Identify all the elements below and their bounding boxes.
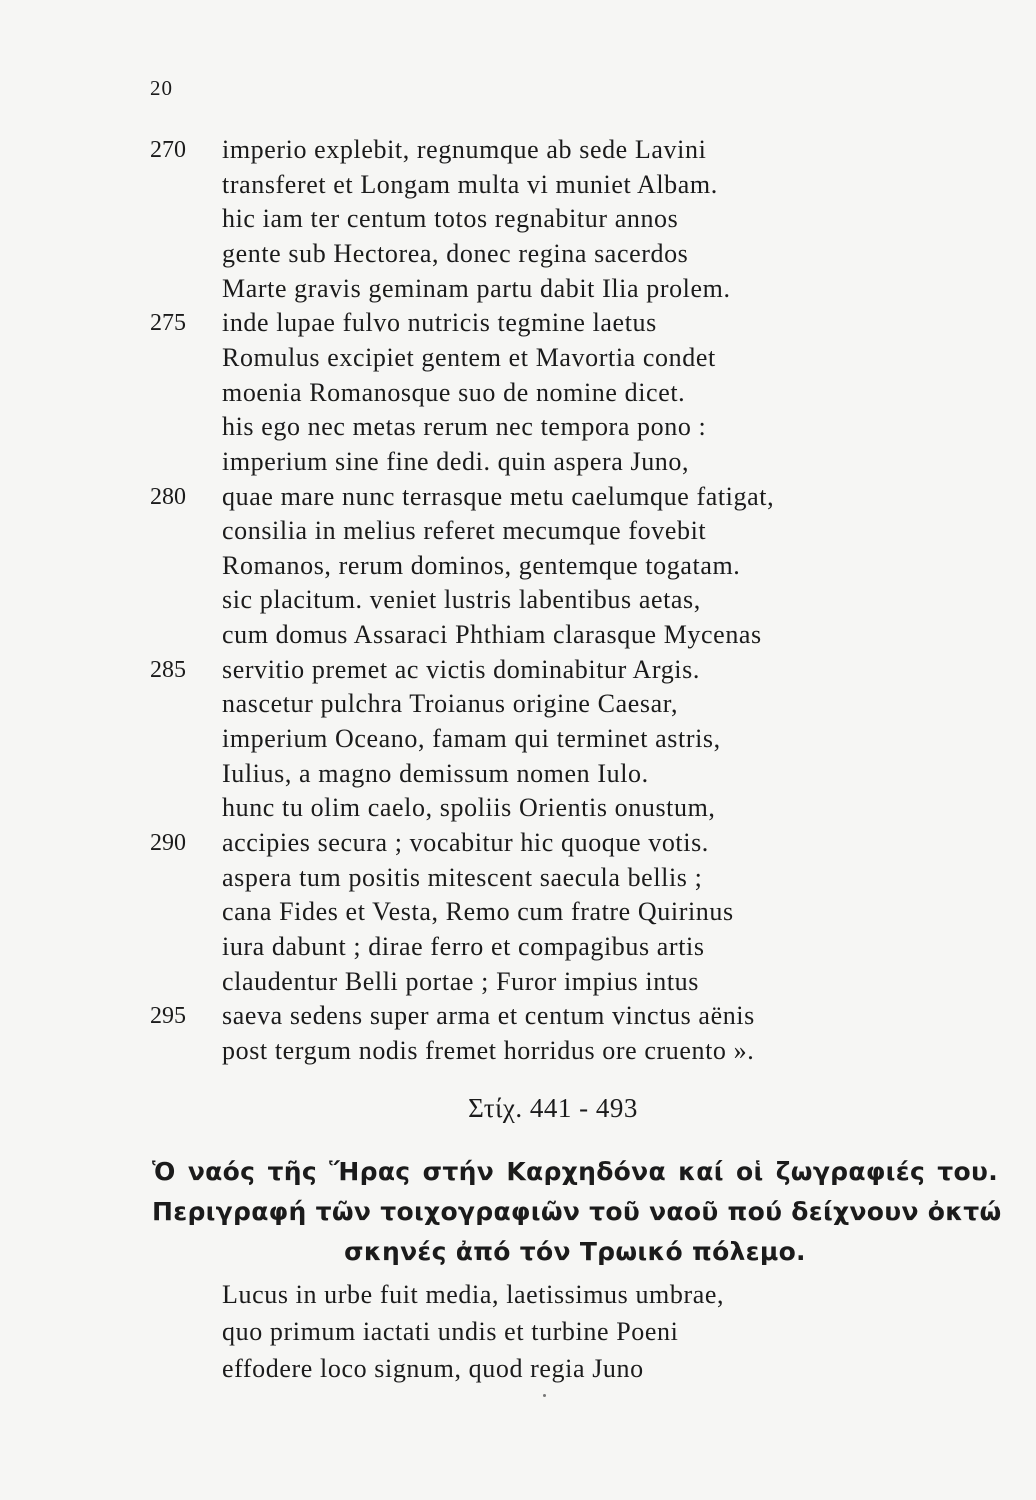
verse-line-text: Marte gravis geminam partu dabit Ilia prolem.: [222, 273, 731, 303]
section-reference: Στίχ. 441 - 493: [468, 1093, 638, 1123]
verse-line: [150, 376, 990, 410]
verse-line-text: servitio premet ac victis dominabitur Argis.: [222, 654, 700, 684]
verse-line: [150, 895, 990, 929]
verse-line-text: cum domus Assaraci Phthiam clarasque Mycenas: [222, 620, 762, 650]
verse-line-text: imperio explebit, regnumque ab sede Lavini: [222, 135, 707, 164]
verse-line: [150, 999, 990, 1033]
verse-line-text: hunc tu olim caelo, spoliis Orientis onustum,: [222, 793, 716, 823]
verse-line-text: aspera tum positis mitescent saecula bellis ;: [222, 862, 703, 892]
verse-line: [150, 445, 990, 479]
verse-line: [150, 930, 990, 964]
verse-line: [150, 1034, 990, 1068]
greek-section-heading: [152, 1152, 1002, 1272]
verse-line-text: quo primum iactati undis et turbine Poeni: [222, 1317, 679, 1346]
verse-line: [150, 653, 990, 687]
verse-line-text: consilia in melius referet mecumque fovebit: [222, 516, 707, 546]
verse-line: [150, 722, 990, 756]
verse-line-text: Lucus in urbe fuit media, laetissimus umbrae,: [222, 1280, 725, 1309]
verse-line-text: post tergum nodis fremet horridus ore cruento ».: [222, 1035, 755, 1065]
verse-line-text: quae mare nunc terrasque metu caelumque fatigat,: [222, 481, 775, 511]
verse-line-text: his ego nec metas rerum nec tempora pono :: [222, 412, 707, 442]
verse-line-text: imperium Oceano, famam qui terminet astris,: [222, 724, 721, 754]
verse-line: [150, 583, 990, 617]
verse-line: [150, 1352, 990, 1386]
verse-line: [150, 861, 990, 895]
verse-line-number: 275: [150, 310, 186, 337]
verse-line-text: nascetur pulchra Troianus origine Caesar,: [222, 689, 679, 719]
verse-line-text: iura dabunt ; dirae ferro et compagibus artis: [222, 931, 705, 961]
verse-line-text: imperium sine fine dedi. quin aspera Juno,: [222, 446, 690, 476]
heading-line-3: σκηνές ἀπό τόν Τρωικό πόλεμο.: [344, 1237, 806, 1266]
heading-line-1: Ὁ ναός τῆς Ἥρας στήν Καρχηδόνα καί οἱ ζωγραφιές του.: [152, 1157, 998, 1186]
verse-line-text: Romanos, rerum dominos, gentemque togatam.: [222, 550, 741, 580]
verse-line-text: saeva sedens super arma et centum vinctus aënis: [222, 1001, 755, 1031]
verse-line-text: Romulus excipiet gentem et Mavortia condet: [222, 342, 716, 372]
verse-line: [150, 306, 990, 340]
verse-line: [150, 341, 990, 375]
verse-line: [150, 757, 990, 791]
verse-line-text: Iulius, a magno demissum nomen Iulo.: [222, 758, 649, 788]
verse-line: [150, 514, 990, 548]
heading-line-2: Περιγραφή τῶν τοιχογραφιῶν τοῦ ναοῦ πού δείχνουν ὀκτώ: [152, 1197, 1002, 1226]
verse-line: [150, 133, 990, 167]
page-number: 20: [150, 76, 173, 100]
verse-line-text: hic iam ter centum totos regnabitur annos: [222, 204, 679, 234]
verse-line: [150, 272, 990, 306]
verse-line-text: sic placitum. veniet lustris labentibus aetas,: [222, 585, 701, 615]
verse-line: [150, 791, 990, 825]
verse-line: [150, 618, 990, 652]
verse-line: [150, 549, 990, 583]
verse-line: [150, 1278, 990, 1312]
verse-line-text: claudentur Belli portae ; Furor impius intus: [222, 966, 699, 996]
verse-line-text: moenia Romanosque suo de nomine dicet.: [222, 377, 686, 407]
ink-speck: [543, 1394, 546, 1397]
verse-line-number: 295: [150, 1003, 186, 1030]
verse-line: [150, 826, 990, 860]
verse-line: [150, 1315, 990, 1349]
verse-line-text: transferet et Longam multa vi muniet Albam.: [222, 169, 718, 199]
verse-line: [150, 965, 990, 999]
verse-line-text: cana Fides et Vesta, Remo cum fratre Quirinus: [222, 897, 734, 927]
verse-line-number: 280: [150, 483, 186, 510]
verse-line-text: accipies secura ; vocabitur hic quoque votis.: [222, 828, 709, 857]
verse-line-text: inde lupae fulvo nutricis tegmine laetus: [222, 308, 657, 338]
verse-line-text: gente sub Hectorea, donec regina sacerdos: [222, 238, 689, 268]
verse-line: [150, 480, 990, 514]
verse-line-text: effodere loco signum, quod regia Juno: [222, 1354, 644, 1383]
verse-line: [150, 410, 990, 444]
verse-line: [150, 202, 990, 236]
verse-line: [150, 687, 990, 721]
verse-line-number: 270: [150, 137, 186, 163]
verse-line: [150, 237, 990, 271]
verse-line-number: 290: [150, 830, 186, 856]
verse-line-number: 285: [150, 656, 186, 683]
verse-line: [150, 168, 990, 202]
